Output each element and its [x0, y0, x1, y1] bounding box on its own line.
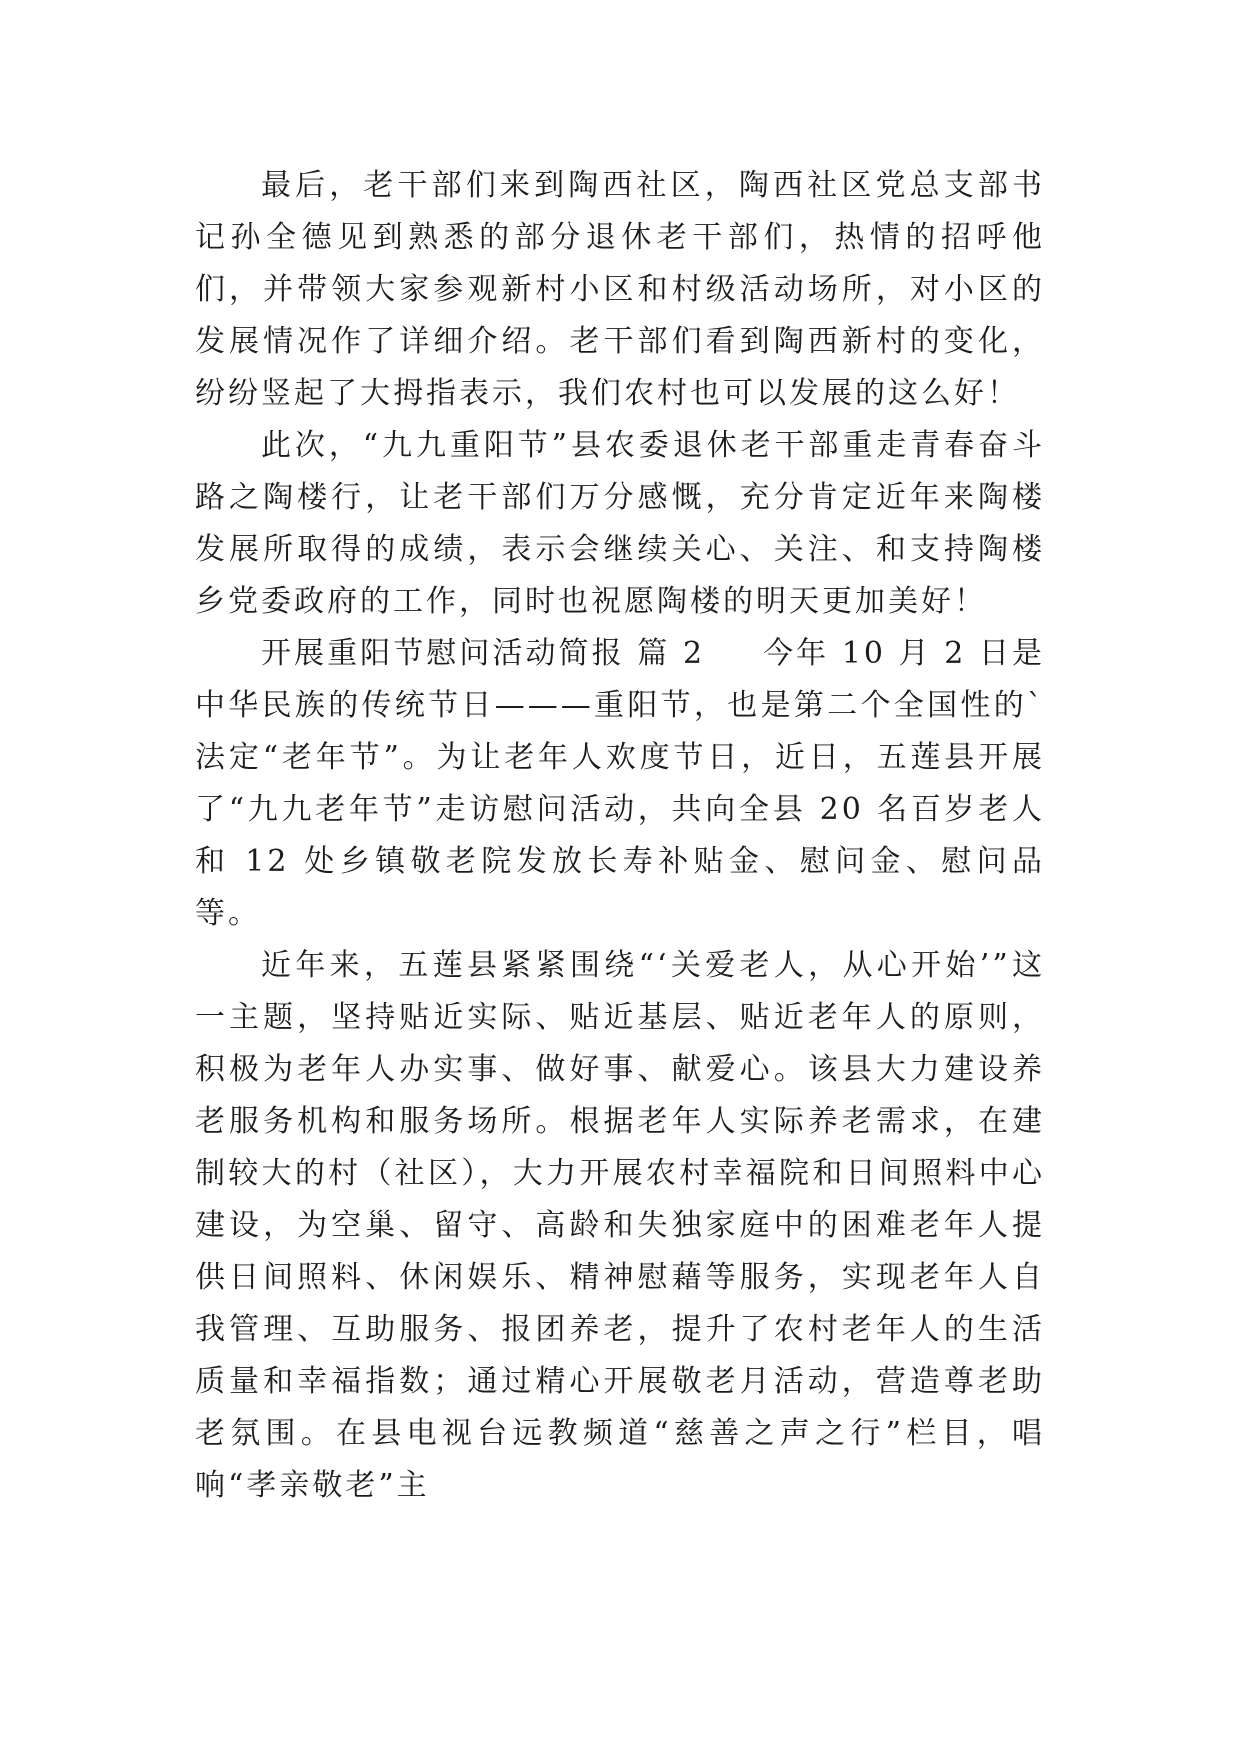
paragraph-2: 此次，“九九重阳节”县农委退休老干部重走青春奋斗路之陶楼行，让老干部们万分感慨，充分肯定近年来陶楼发展所取得的成绩，表示会继续关心、关注、和支持陶楼乡党委政府的工作，同时也祝愿陶楼的明天更加美好！ — [195, 428, 1045, 619]
section-2-title: 开展重阳节慰问活动简报 — [261, 636, 625, 671]
document-body — [195, 160, 1045, 1512]
section-2-part-label: 篇 2 — [637, 636, 706, 671]
paragraph-4: 近年来，五莲县紧紧围绕“‘关爱老人，从心开始’”这一主题，坚持贴近实际、贴近基层、贴近老年人的原则，积极为老年人办实事、做好事、献爱心。该县大力建设养老服务机构和服务场所。根据老年人实际养老需求，在建制较大的村（社区），大力开展农村幸福院和日间照料中心建设，为空巢、留守、高龄和失独家庭中的困难老年人提供日间照料、休闲娱乐、精神慰藉等服务，实现老年人自我管理、互助服务、报团养老，提升了农村老年人的生活质量和幸福指数；通过精心开展敬老月活动，营造尊老助老氛围。在县电视台远教频道“慈善之声之行”栏目，唱响“孝亲敬老”主 — [195, 948, 1045, 1503]
section-2-body: 今年 10 月 2 日是中华民族的传统节日———重阳节，也是第二个全国性的`法定“老年节”。为让老年人欢度节日，近日，五莲县开展了“九九老年节”走访慰问活动，共向全县 20 名百岁老人和 12 处乡镇敬老院发放长寿补贴金、慰问金、慰问品等。 — [195, 636, 1046, 931]
section-2-paragraph — [195, 628, 1045, 940]
paragraph-1: 最后，老干部们来到陶西社区，陶西社区党总支部书记孙全德见到熟悉的部分退休老干部们，热情的招呼他们，并带领大家参观新村小区和村级活动场所，对小区的发展情况作了详细介绍。老干部们看到陶西新村的变化，纷纷竖起了大拇指表示，我们农村也可以发展的这么好！ — [195, 168, 1045, 411]
